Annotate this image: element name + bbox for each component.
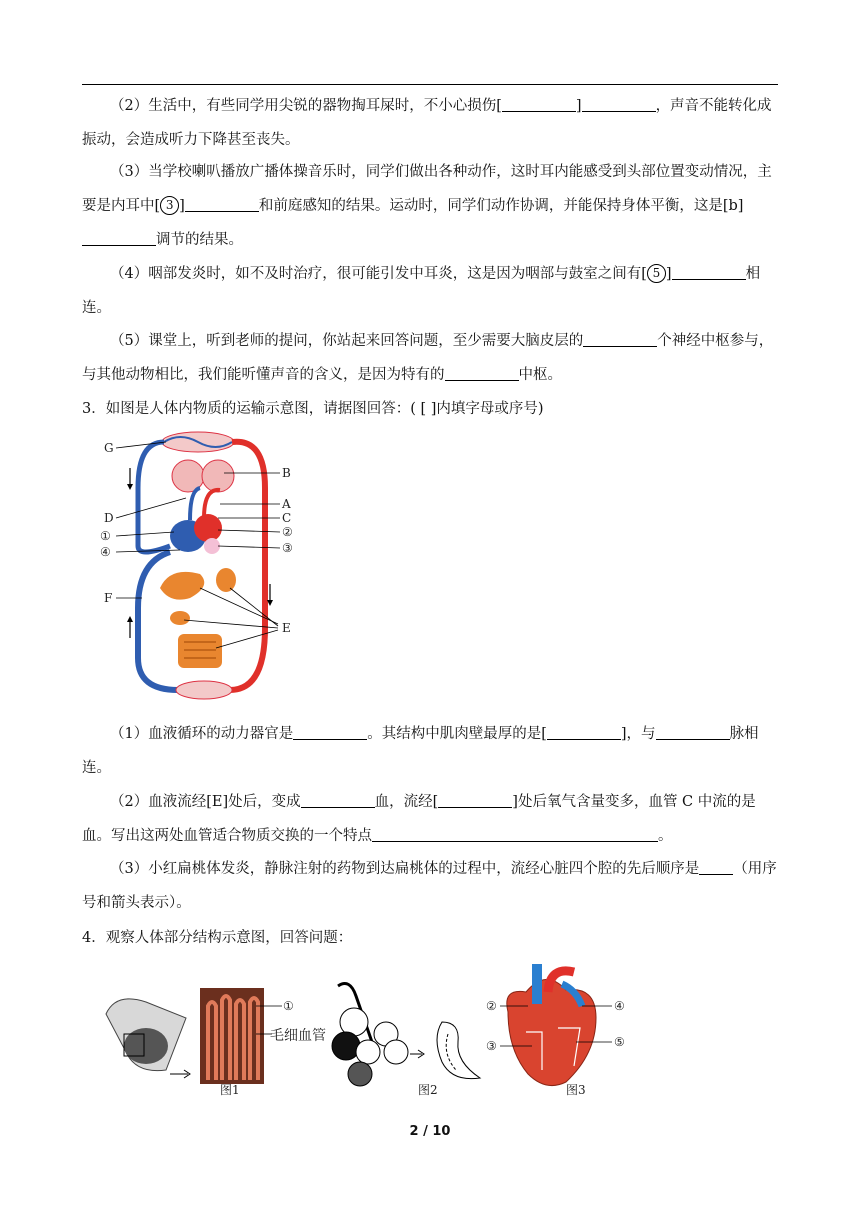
label-2: ②	[282, 525, 293, 539]
q2-part3: （3）当学校喇叭播放广播体操音乐时，同学们做出各种动作，这时耳内能感受到头部位置变动情况，主要是内耳中[ 3 ] 和前庭感知的结果。运动时，同学们动作协调，并能保持身体平衡，这是[b]调节的结果。	[82, 164, 772, 248]
header-rule	[82, 84, 778, 85]
structure-figures	[96, 962, 642, 1104]
label-G: G	[104, 441, 114, 455]
label-D: D	[104, 511, 114, 525]
page-number: 2 / 10	[409, 1124, 451, 1139]
answer-blank[interactable]	[372, 825, 658, 842]
fig1-label-1: ①	[283, 999, 294, 1013]
answer-blank[interactable]	[185, 195, 259, 212]
intestine-illustration	[106, 999, 190, 1078]
q2-part2: （2）生活中，有些同学用尖锐的器物掏耳屎时，不小心损伤[ ] ，声音不能转化成振动，会造成听力下降甚至丧失。	[82, 89, 780, 157]
answer-blank[interactable]	[583, 330, 657, 347]
q3-part1: （1）血液循环的动力器官是 。其结构中肌肉壁最厚的是[ ]，与 脉相连。	[82, 717, 780, 785]
q2-part4: （4）咽部发炎时，如不及时治疗，很可能引发中耳炎，这是因为咽部与鼓室之间有[ 5 ] 相连。	[82, 257, 780, 325]
fig2-caption: 图2	[418, 1083, 438, 1097]
answer-blank[interactable]	[301, 791, 375, 808]
answer-blank[interactable]	[582, 95, 656, 112]
q3-part2: （2）血液流经[E]处后，变成 血，流经[ ]处后氧气含量变多，血管 C 中流的是血。写出这两处血管适合物质交换的一个特点 。	[82, 785, 780, 853]
fig3-label-5: ⑤	[614, 1035, 625, 1049]
fig3-label-2: ②	[486, 999, 497, 1013]
answer-blank[interactable]	[293, 723, 367, 740]
answer-blank[interactable]	[699, 858, 733, 875]
label-3: ③	[282, 541, 293, 555]
label-A: A	[282, 497, 291, 511]
q2-part5: （5）课堂上，听到老师的提问，你站起来回答问题，至少需要大脑皮层的 个神经中枢参与，与其他动物相比，我们能听懂声音的含义，是因为特有的 中枢。	[82, 324, 780, 392]
fig1-caption: 图1	[220, 1083, 240, 1097]
label-B: B	[282, 466, 291, 480]
fig3-caption: 图3	[566, 1083, 586, 1097]
q3-title: 3．如图是人体内物质的运输示意图，请据图回答：( [ ]内填字母或序号)	[82, 401, 544, 417]
label-1: ①	[100, 529, 111, 543]
answer-blank[interactable]	[445, 364, 519, 381]
circled-number: 5	[647, 264, 666, 283]
answer-blank[interactable]	[672, 263, 746, 280]
fig3-label-4: ④	[614, 999, 625, 1013]
label-C: C	[282, 511, 292, 525]
answer-blank[interactable]	[656, 723, 730, 740]
label-F: F	[104, 591, 113, 605]
answer-blank[interactable]	[547, 723, 621, 740]
label-4: ④	[100, 545, 111, 559]
circulation-diagram	[100, 428, 310, 706]
answer-blank[interactable]	[438, 791, 512, 808]
alveoli-illustration	[332, 984, 480, 1086]
fig1-label-capillary: 毛细血管	[270, 1028, 326, 1044]
heart-illustration	[507, 964, 596, 1086]
circled-number: 3	[160, 196, 179, 215]
answer-blank[interactable]	[82, 229, 156, 246]
label-E: E	[282, 621, 291, 635]
q4-title: 4．观察人体部分结构示意图，回答问题：	[82, 930, 353, 946]
q3-part3: （3）小红扁桃体发炎，静脉注射的药物到达扁桃体的过程中，流经心脏四个腔的先后顺序是 （用序号和箭头表示）。	[82, 852, 780, 920]
fig3-label-3: ③	[486, 1039, 497, 1053]
answer-blank[interactable]	[502, 95, 576, 112]
